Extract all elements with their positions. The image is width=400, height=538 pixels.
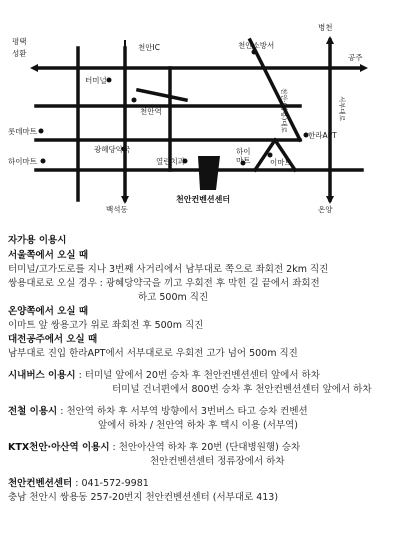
- label-cheonan-station: 천안역: [140, 107, 162, 116]
- label-convention-center: 천안컨벤션센터: [176, 195, 231, 204]
- marker-cheonan-fire: [252, 50, 257, 55]
- arrow-north-byeongcheon: [326, 36, 334, 44]
- seoul-line-2: 쌍용대로로 오실 경우 : 광혜당약국을 끼고 우회전 후 막힌 길 끝에서 좌회전: [8, 278, 320, 289]
- seoul-line-3: 하고 500m 직진: [138, 292, 209, 303]
- bus-line-1: [8, 369, 320, 383]
- marker-terminal: [107, 78, 112, 83]
- convention-center-building: [198, 156, 220, 190]
- contact-title: 천안컨벤션센터: [8, 478, 73, 489]
- train-line-2: 앞에서 하차 / 천안역 하차 후 택시 이용 (서부역): [98, 420, 298, 431]
- contact-phone: : 041-572-9981: [72, 478, 149, 489]
- label-baekseok: 백석동: [106, 205, 128, 214]
- car-title: 자가용 이용시: [8, 235, 67, 246]
- ktx-line-2: 천안컨벤션센터 정류장에서 하차: [150, 456, 285, 467]
- arrow-west: [30, 64, 38, 72]
- train-title: 전철 이용시: [8, 406, 58, 417]
- label-byeongcheon: 병천: [318, 23, 333, 32]
- label-cheonan-ic: 천안IC: [138, 43, 160, 52]
- label-gwanghye-pharmacy: 광혜당약국: [94, 145, 131, 154]
- location-map: [0, 0, 400, 225]
- label-hi-mart: 하이마트: [8, 157, 37, 166]
- bus-title: 시내버스 이용시: [8, 370, 76, 381]
- label-hi-mart-2: 하이 마트: [236, 147, 251, 165]
- arrow-south-onyang: [326, 196, 334, 204]
- marker-cheonan-station: [132, 98, 137, 103]
- label-emart: 이마트: [270, 158, 292, 167]
- marker-hi-mart: [41, 159, 46, 164]
- road-cheonan-station-diag: [138, 90, 186, 100]
- bus-line-2: 터미널 건너편에서 800번 승차 후 천안컨벤션센터 앞에서 하차: [112, 384, 372, 395]
- label-gongju: 공주: [348, 53, 363, 62]
- bus-detail-1: : 터미널 앞에서 20번 승차 후 천안컨벤션센터 앞에서 하차: [75, 370, 320, 381]
- ktx-detail-1: : 천안아산역 하차 후 20번 (단대병원행) 승차: [109, 442, 301, 453]
- label-lotte-mart: 롯데마트: [8, 127, 37, 136]
- address-line: 충남 천안시 쌍용동 257-20번지 천안컨벤션센터 (서부대로 413): [8, 492, 279, 503]
- label-pyeongtaek: 평택: [12, 37, 27, 46]
- ktx-line-1: [8, 441, 300, 455]
- ktx-title: KTX천안·아산역 이용시: [8, 442, 110, 453]
- label-terminal: 터미널: [85, 76, 107, 85]
- label-seobu-road: 서부대로: [338, 96, 346, 122]
- arrow-south-baekseok: [121, 196, 129, 204]
- label-onyang: 온양: [318, 205, 333, 214]
- marker-emart: [268, 153, 273, 158]
- seoul-line-1: 터미널/고가도로를 지나 3번째 사거리에서 남부대로 쪽으로 좌회전 2km 직진: [8, 264, 329, 275]
- daejeon-title: 대전공주에서 오실 때: [8, 334, 98, 345]
- arrow-east-gongju: [360, 64, 368, 72]
- daejeon-line-1: 남부대로 진입 한라APT에서 서부대로로 우회전 고가 넘어 500m 직진: [8, 348, 298, 359]
- label-hanra-apt: 한라APT: [308, 131, 337, 140]
- label-cheonan-fire: 천안소방서: [238, 41, 275, 50]
- marker-lotte: [39, 129, 44, 134]
- label-yeollin-dental: 열린치과: [156, 157, 185, 166]
- label-ssangyong-road: 천안·(쌍용)대로: [280, 88, 288, 133]
- onyang-line-1: 이마트 앞 쌍용고가 위로 좌회전 후 500m 직진: [8, 320, 204, 331]
- onyang-title: 온양쪽에서 오실 때: [8, 306, 89, 317]
- road-v4-diag: [250, 40, 300, 140]
- contact-line: [8, 477, 149, 491]
- seoul-title: 서울쪽에서 오실 때: [8, 250, 89, 261]
- train-line-1: [8, 405, 308, 419]
- train-detail-1: : 천안역 하차 후 서부역 방향에서 3번버스 타고 승차 컨벤션: [57, 406, 308, 417]
- label-seonghwan: 성환: [12, 49, 27, 58]
